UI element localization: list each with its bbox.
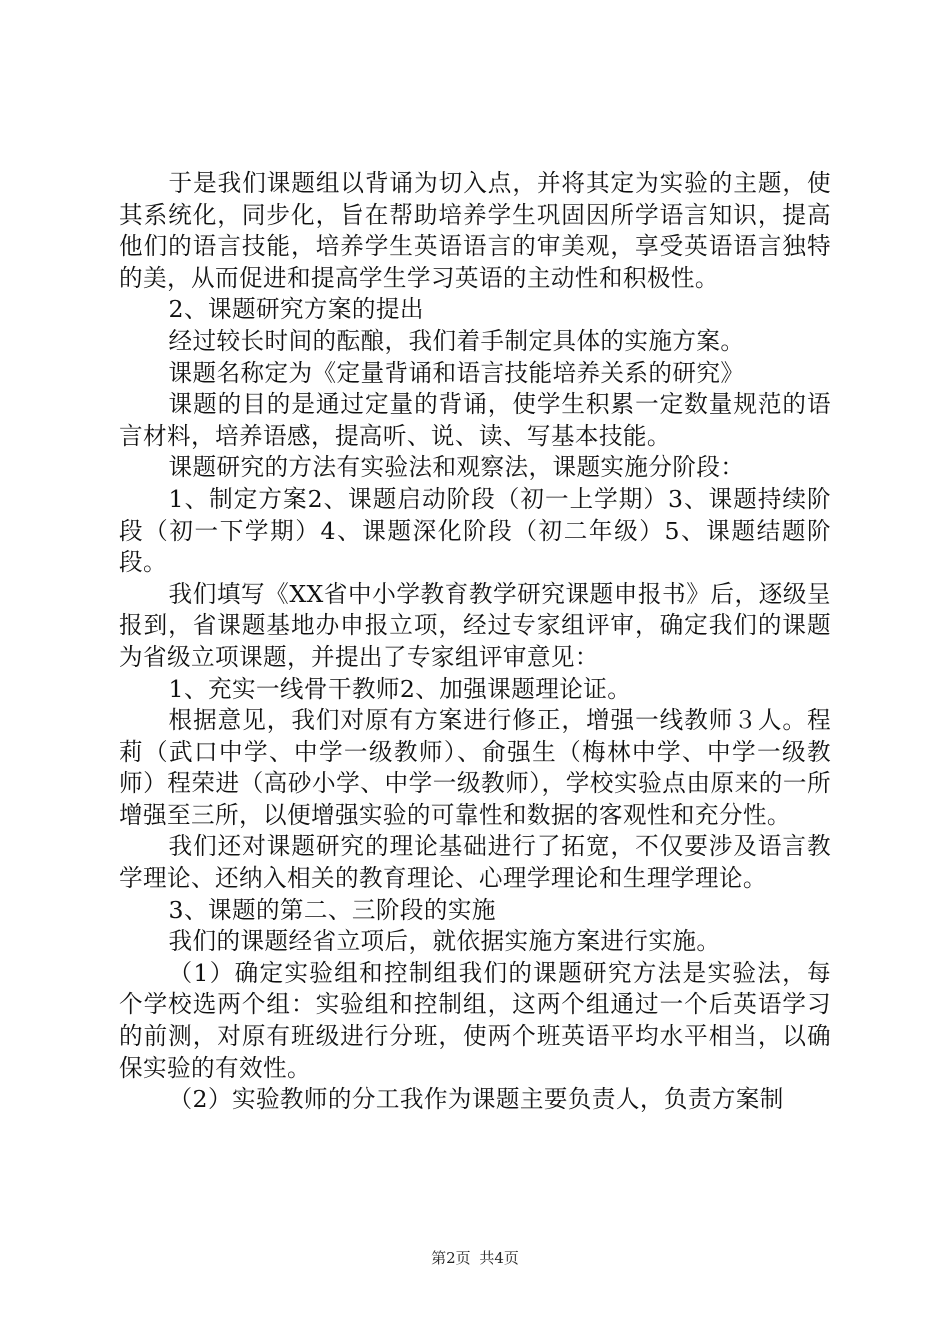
paragraph: 我们的课题经省立项后，就依据实施方案进行实施。 — [168, 927, 721, 956]
section-heading: 2、课题研究方案的提出 — [168, 295, 424, 324]
paragraph: 根据意见，我们对原有方案进行修正，增强一线教师３人。程莉（武口中学、中学一级教师）、俞强生（梅林中学、中学一级教师）程荣进（高砂小学、中学一级教师），学校实验点由原来的一所增强至三所，以便增强实验的可靠性和数据的客观性和充分性。 — [119, 706, 831, 829]
page-footer — [0, 1247, 950, 1268]
paragraph: 1、制定方案2、课题启动阶段（初一上学期）3、课题持续阶段（初一下学期）4、课题深化阶段（初二年级）5、课题结题阶段。 — [119, 484, 831, 577]
paragraph: 我们还对课题研究的理论基础进行了拓宽，不仅要涉及语言教学理论、还纳入相关的教育理论、心理学理论和生理学理论。 — [119, 832, 831, 893]
paragraph: 我们填写《XX省中小学教育教学研究课题申报书》后，逐级呈报到，省课题基地办申报立项，经过专家组评审，确定我们的课题为省级立项课题，并提出了专家组评审意见： — [119, 579, 831, 671]
paragraph: 经过较长时间的酝酿，我们着手制定具体的实施方案。 — [168, 326, 745, 355]
paragraph: （2）实验教师的分工我作为课题主要负责人，负责方案制 — [168, 1085, 784, 1114]
paragraph: 于是我们课题组以背诵为切入点，并将其定为实验的主题，使其系统化，同步化，旨在帮助培养学生巩固因所学语言知识，提高他们的语言技能，培养学生英语语言的审美观，享受英语语言独特的美，从而促进和提高学生学习英语的主动性和积极性。 — [119, 169, 831, 292]
paragraph: 课题名称定为《定量背诵和语言技能培养关系的研究》 — [168, 358, 745, 387]
page-total: 共4页 — [479, 1249, 519, 1267]
page-number: 第2页 — [431, 1249, 471, 1267]
paragraph: 1、充实一线骨干教师2、加强课题理论证。 — [168, 674, 632, 703]
section-heading: 3、课题的第二、三阶段的实施 — [168, 895, 496, 924]
paragraph: 课题研究的方法有实验法和观察法，课题实施分阶段： — [168, 453, 745, 482]
paragraph: 课题的目的是通过定量的背诵，使学生积累一定数量规范的语言材料，培养语感，提高听、说、读、写基本技能。 — [119, 390, 831, 450]
paragraph: （1）确定实验组和控制组我们的课题研究方法是实验法，每个学校选两个组：实验组和控制组，这两个组通过一个后英语学习的前测，对原有班级进行分班，使两个班英语平均水平相当，以确保实验的有效性。 — [119, 958, 831, 1082]
document-body — [119, 168, 831, 1116]
